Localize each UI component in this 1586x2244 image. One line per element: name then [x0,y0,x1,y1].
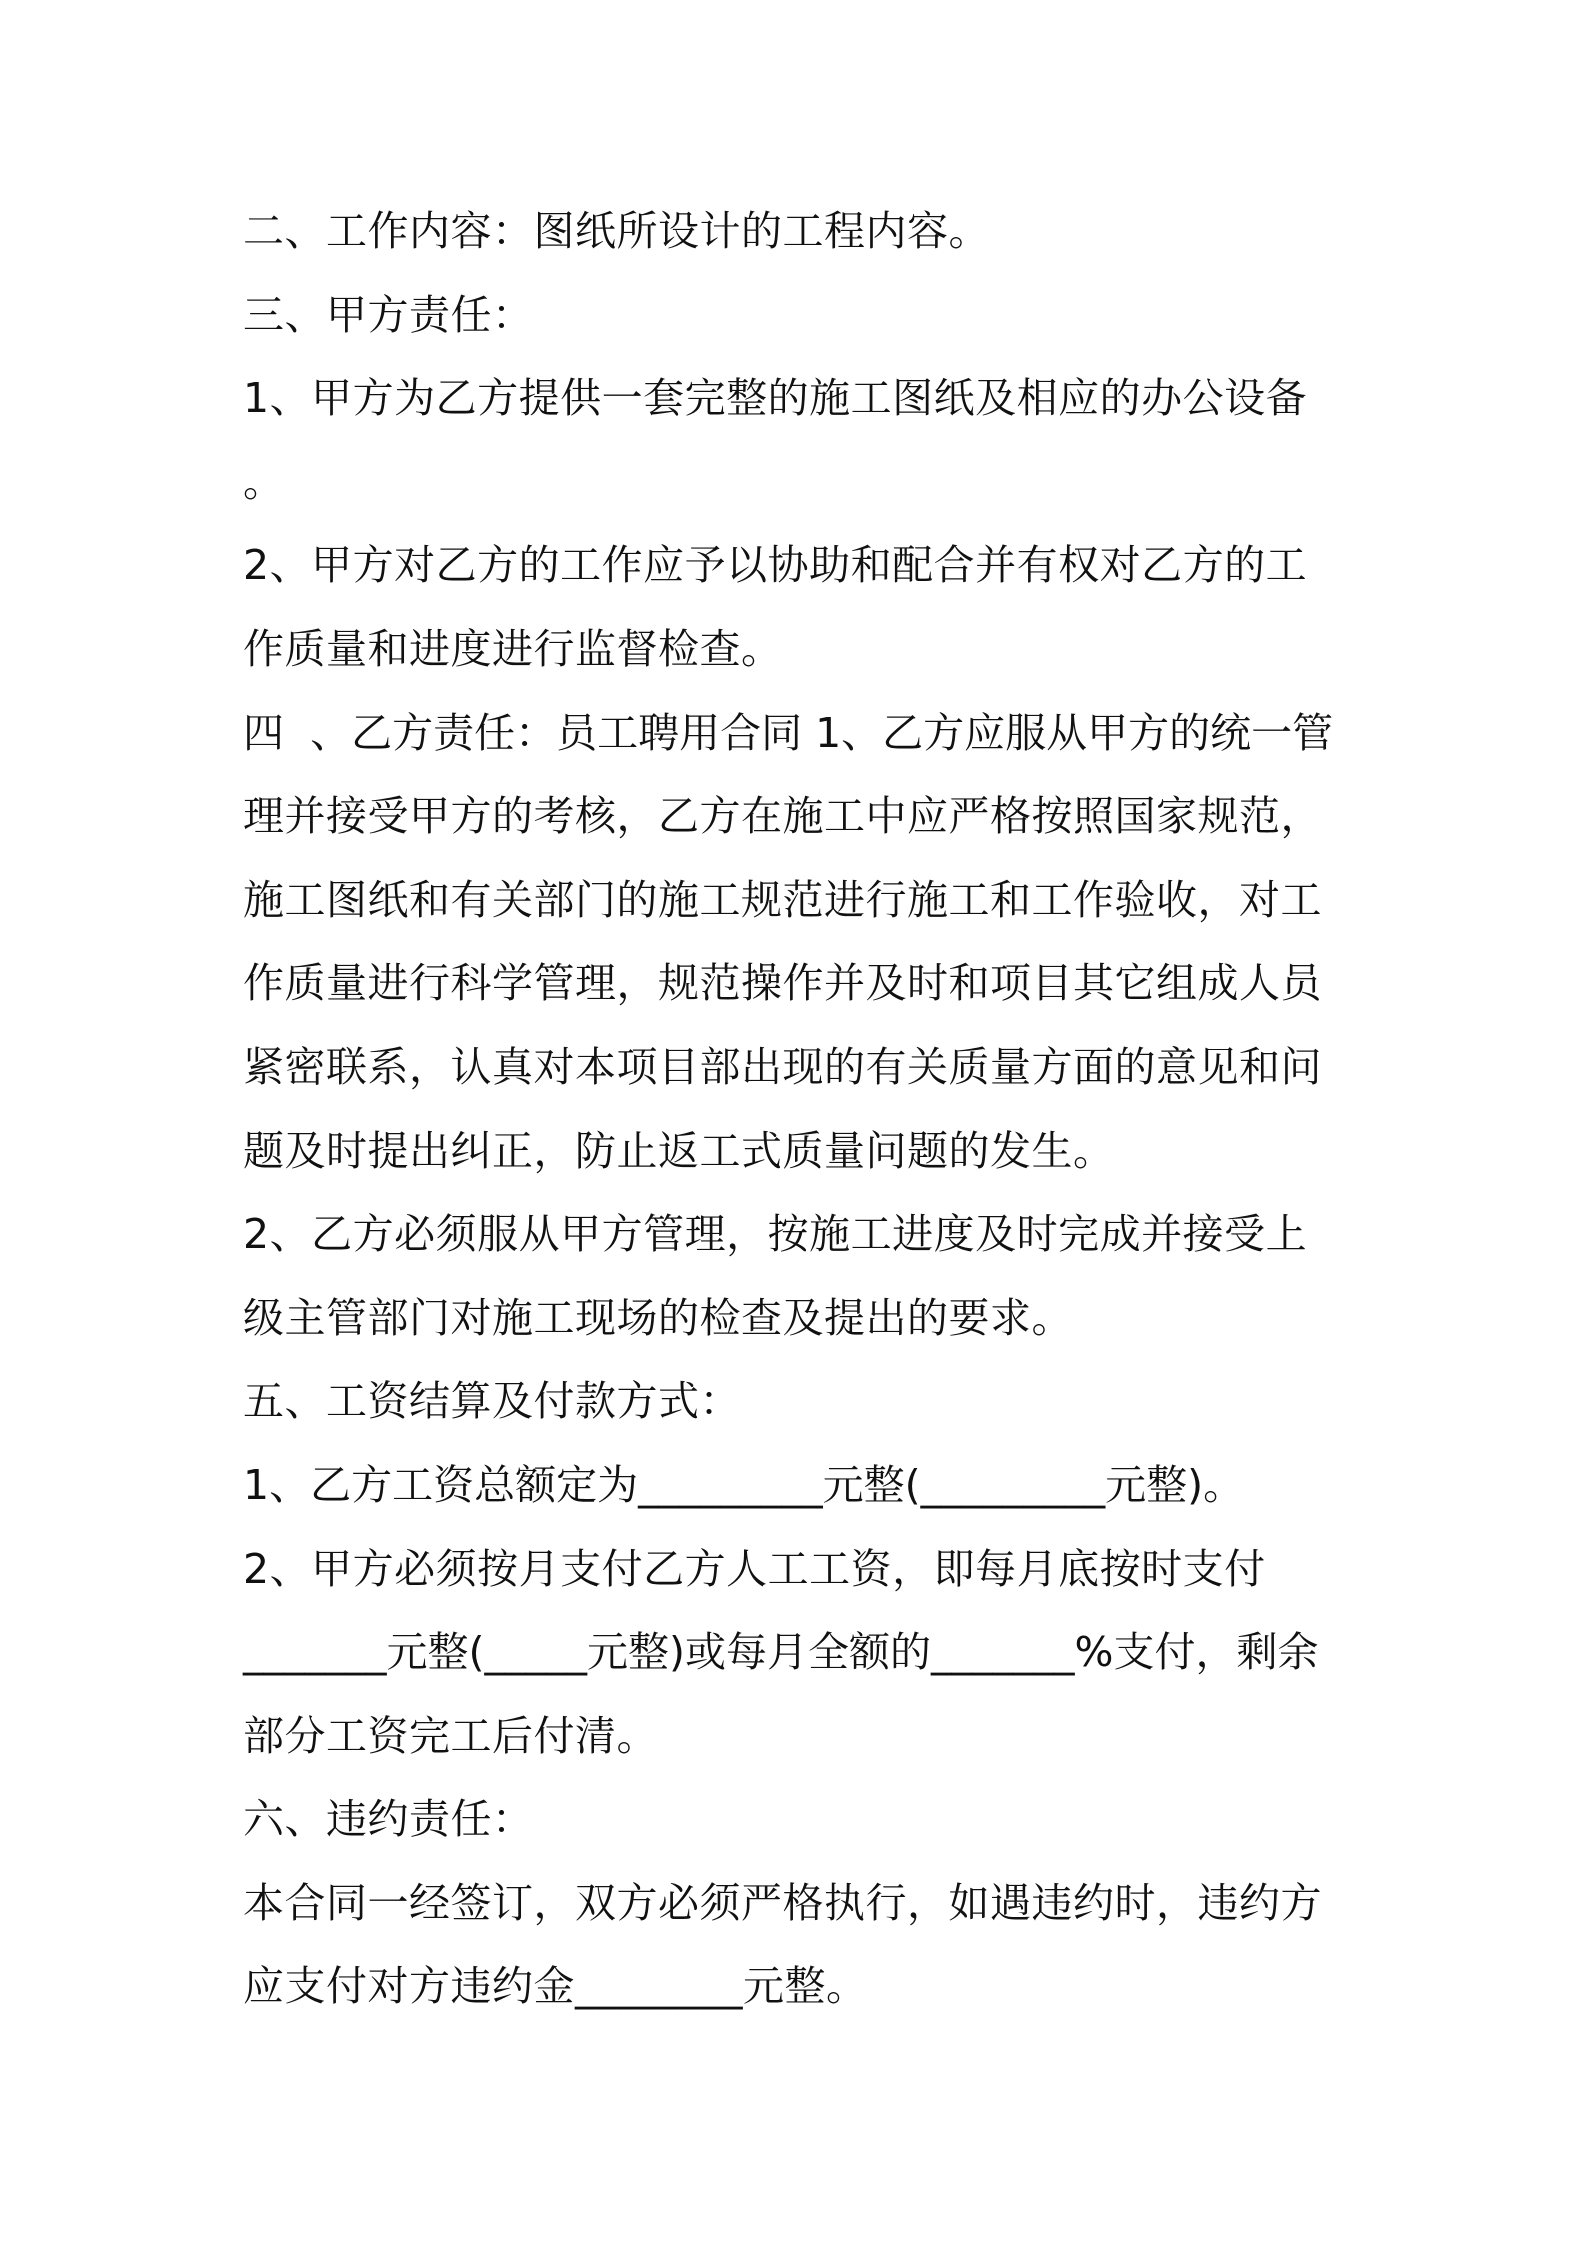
section-4-paragraph-line: 作质量进行科学管理，规范操作并及时和项目其它组成人员 [243,959,1322,1008]
section-3-item-1: 1、甲方为乙方提供一套完整的施工图纸及相应的办公设备 [243,374,1308,423]
section-3-item-1-continued: 。 [243,457,285,506]
section-4-item-2: 2、乙方必须服从甲方管理，按施工进度及时完成并接受上 [243,1210,1308,1259]
section-4-heading: 四 、乙方责任：员工聘用合同 1、乙方应服从甲方的统一管 [243,708,1334,757]
section-6-paragraph: 本合同一经签订，双方必须严格执行，如遇违约时，违约方 [243,1878,1322,1927]
section-3-item-2-continued: 作质量和进度进行监督检查。 [243,624,783,673]
section-6-heading: 六、违约责任： [243,1795,534,1844]
section-4-paragraph-line: 理并接受甲方的考核，乙方在施工中应严格按照国家规范， [243,792,1322,841]
section-3-item-2: 2、甲方对乙方的工作应予以协助和配合并有权对乙方的工 [243,541,1308,590]
section-4-paragraph-line: 紧密联系，认真对本项目部出现的有关质量方面的意见和问 [243,1042,1322,1091]
section-4-paragraph-line: 题及时提出纠正，防止返工式质量问题的发生。 [243,1126,1115,1175]
section-3-heading: 三、甲方责任： [243,290,534,339]
section-6-paragraph-end: 应支付对方违约金________元整。 [243,1962,868,2011]
section-2-work-content: 二、工作内容：图纸所设计的工程内容。 [243,207,990,255]
section-5-item-1: 1、乙方工资总额定为_________元整(_________元整)。 [243,1460,1245,1509]
section-5-item-2-end: 部分工资完工后付清。 [243,1711,658,1760]
section-4-paragraph-line: 施工图纸和有关部门的施工规范进行施工和工作验收，对工 [243,875,1322,924]
section-4-item-2-continued: 级主管部门对施工现场的检查及提出的要求。 [243,1293,1073,1342]
contract-body [243,190,1353,2029]
section-5-heading: 五、工资结算及付款方式： [243,1377,741,1426]
section-5-item-2-continued: _______元整(_____元整)或每月全额的_______%支付，剩余 [243,1628,1319,1677]
section-5-item-2: 2、甲方必须按月支付乙方人工工资，即每月底按时支付 [243,1544,1266,1593]
